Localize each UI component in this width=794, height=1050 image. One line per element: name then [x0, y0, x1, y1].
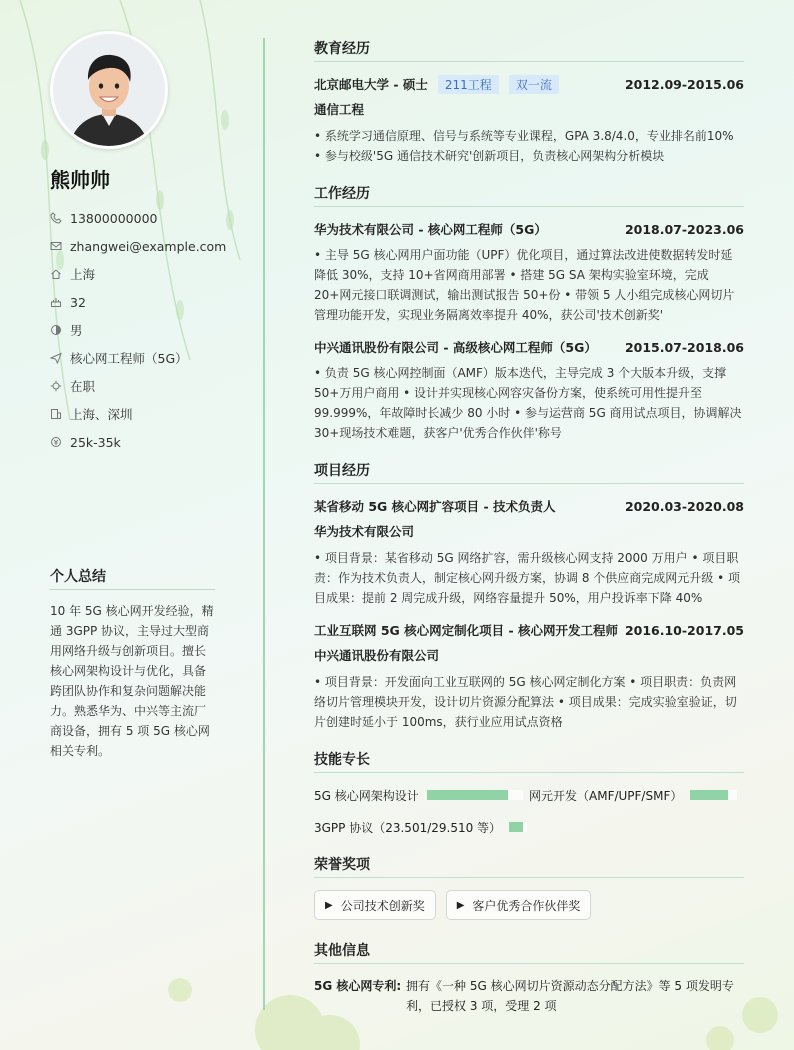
- contact-age: [50, 288, 260, 316]
- education-head: [314, 74, 744, 94]
- contact-status: [50, 372, 260, 400]
- contact-phone: [50, 204, 260, 232]
- skill-list: [314, 785, 744, 849]
- home-icon: [50, 268, 62, 280]
- phone-icon: [50, 212, 62, 224]
- education-tag: 双一流: [509, 75, 559, 94]
- other-title: 其他信息: [314, 940, 744, 964]
- avatar: [50, 31, 168, 149]
- play-icon: ▶: [456, 899, 465, 911]
- work-company: 华为技术有限公司 - 核心网工程师（5G）: [314, 222, 547, 237]
- other-key: 5G 核心网专利:: [314, 979, 402, 993]
- education-tag: 211工程: [438, 75, 499, 94]
- work-date: 2015.07-2018.06: [624, 339, 744, 355]
- project-company: 中兴通讯股份有限公司: [314, 648, 440, 663]
- contact-city: [50, 260, 260, 288]
- skill-item: [314, 817, 529, 837]
- send-icon: [50, 352, 62, 364]
- project-desc: • 项目背景：开发面向工业互联网的 5G 核心网定制化方案 • 项目职责：负责网络切片管理模块开发，设计切片资源分配算法 • 项目成果：完成实验室验证，切片创建时延小于 100ms，获行业应用试点资格: [314, 675, 737, 729]
- play-icon: ▶: [325, 899, 333, 911]
- education-school: 北京邮电大学 - 硕士: [314, 77, 428, 92]
- skill-bar: [690, 790, 737, 800]
- project-head: [314, 496, 744, 516]
- other-value: 拥有《一种 5G 核心网切片资源动态分配方法》等 5 项发明专利，已授权 3 项，受理 2 项: [406, 979, 734, 1013]
- gender-icon: [50, 324, 62, 336]
- contact-value: 在职: [70, 379, 96, 394]
- other-info: [314, 976, 744, 1016]
- skill-bar: [509, 822, 527, 832]
- award-label: 公司技术创新奖: [340, 898, 425, 913]
- contact-list: [50, 204, 260, 456]
- contact-value: 32: [70, 294, 86, 310]
- age-icon: [50, 296, 62, 308]
- summary-title: 个人总结: [50, 566, 215, 590]
- project-head: [314, 620, 744, 640]
- award-label: 客户优秀合作伙伴奖: [472, 898, 581, 913]
- work-company: 中兴通讯股份有限公司 - 高级核心网工程师（5G）: [314, 340, 597, 355]
- contact-salary: [50, 428, 260, 456]
- work-desc: • 主导 5G 核心网用户面功能（UPF）优化项目，通过算法改进使数据转发时延降低 30%，支持 10+省网商用部署 • 搭建 5G SA 架构实验室环境，完成 20+网元接口联调测试，输出测试报告 50+份 • 带领 5 人小组完成核心网切片管理功能开发，实现业务隔离效率提升 40%，获公司'技术创新奖': [314, 248, 735, 322]
- project-name: 某省移动 5G 核心网扩容项目 - 技术负责人: [314, 499, 556, 514]
- project-name: 工业互联网 5G 核心网定制化项目 - 核心网开发工程师: [314, 623, 619, 638]
- skills-title: 技能专长: [314, 749, 744, 773]
- skill-item: [314, 785, 529, 805]
- education-major: 通信工程: [314, 102, 365, 117]
- skill-item: [529, 785, 744, 805]
- award-item: [446, 890, 592, 920]
- education-title: 教育经历: [314, 38, 744, 62]
- project-company: 华为技术有限公司: [314, 524, 415, 539]
- skill-name: 3GPP 协议（23.501/29.510 等）: [314, 820, 502, 835]
- contact-value: 上海、深圳: [70, 407, 133, 422]
- project-desc: • 项目背景：某省移动 5G 网络扩容，需升级核心网支持 2000 万用户 • 项目职责：作为技术负责人，制定核心网升级方案，协调 8 个供应商完成网元升级 • 项目成果：提前 2 周完成升级，网络容量提升 50%，用户投诉率下降 40%: [314, 551, 740, 605]
- main-content: [314, 38, 744, 1016]
- award-item: [314, 890, 436, 920]
- work-date: 2018.07-2023.06: [624, 221, 744, 237]
- projects-title: 项目经历: [314, 460, 744, 484]
- education-desc: • 系统学习通信原理、信号与系统等专业课程，GPA 3.8/4.0，专业排名前10% • 参与校级'5G 通信技术研究'创新项目，负责核心网架构分析模块: [314, 129, 734, 163]
- contact-value: 13800000000: [70, 210, 158, 226]
- skill-bar-fill: [427, 790, 509, 800]
- profile-name: 熊帅帅: [50, 168, 110, 192]
- education-date: 2012.09-2015.06: [624, 76, 744, 92]
- contact-value: 男: [70, 323, 83, 338]
- salary-icon: [50, 436, 62, 448]
- contact-location: [50, 400, 260, 428]
- award-list: [314, 890, 744, 920]
- contact-gender: [50, 316, 260, 344]
- work-head: [314, 219, 744, 239]
- work-desc: • 负责 5G 核心网控制面（AMF）版本迭代，主导完成 3 个大版本升级，支撑 50+万用户商用 • 设计并实现核心网容灾备份方案，使系统可用性提升至 99.999%，年故障时长减少 80 小时 • 参与运营商 5G 商用试点项目，协调解决 30+现场技术难题，获客户'优秀合作伙伴'称号: [314, 366, 742, 440]
- sidebar: [0, 0, 264, 1050]
- skill-bar: [427, 790, 523, 800]
- column-divider: [263, 38, 265, 1010]
- contact-value: 25k-35k: [70, 434, 121, 450]
- contact-value: zhangwei@example.com: [70, 238, 227, 254]
- contact-value: 核心网工程师（5G）: [70, 351, 188, 366]
- awards-title: 荣誉奖项: [314, 854, 744, 878]
- contact-position: [50, 344, 260, 372]
- skill-bar-fill: [690, 790, 728, 800]
- mail-icon: [50, 240, 62, 252]
- skill-name: 网元开发（AMF/UPF/SMF）: [529, 788, 683, 803]
- project-date: 2020.03-2020.08: [624, 498, 744, 514]
- summary-text: 10 年 5G 核心网开发经验，精通 3GPP 协议，主导过大型商用网络升级与创新项目。擅长核心网架构设计与优化，具备跨团队协作和复杂问题解决能力。熟悉华为、中兴等主流厂商设备，拥有 5 项 5G 核心网相关专利。: [50, 604, 214, 758]
- contact-value: 上海: [70, 267, 96, 282]
- project-date: 2016.10-2017.05: [624, 622, 744, 638]
- contact-email: [50, 232, 260, 260]
- skill-bar-fill: [509, 822, 523, 832]
- building-icon: [50, 408, 62, 420]
- status-icon: [50, 380, 62, 392]
- work-title: 工作经历: [314, 183, 744, 207]
- skill-name: 5G 核心网架构设计: [314, 788, 419, 803]
- work-head: [314, 337, 744, 357]
